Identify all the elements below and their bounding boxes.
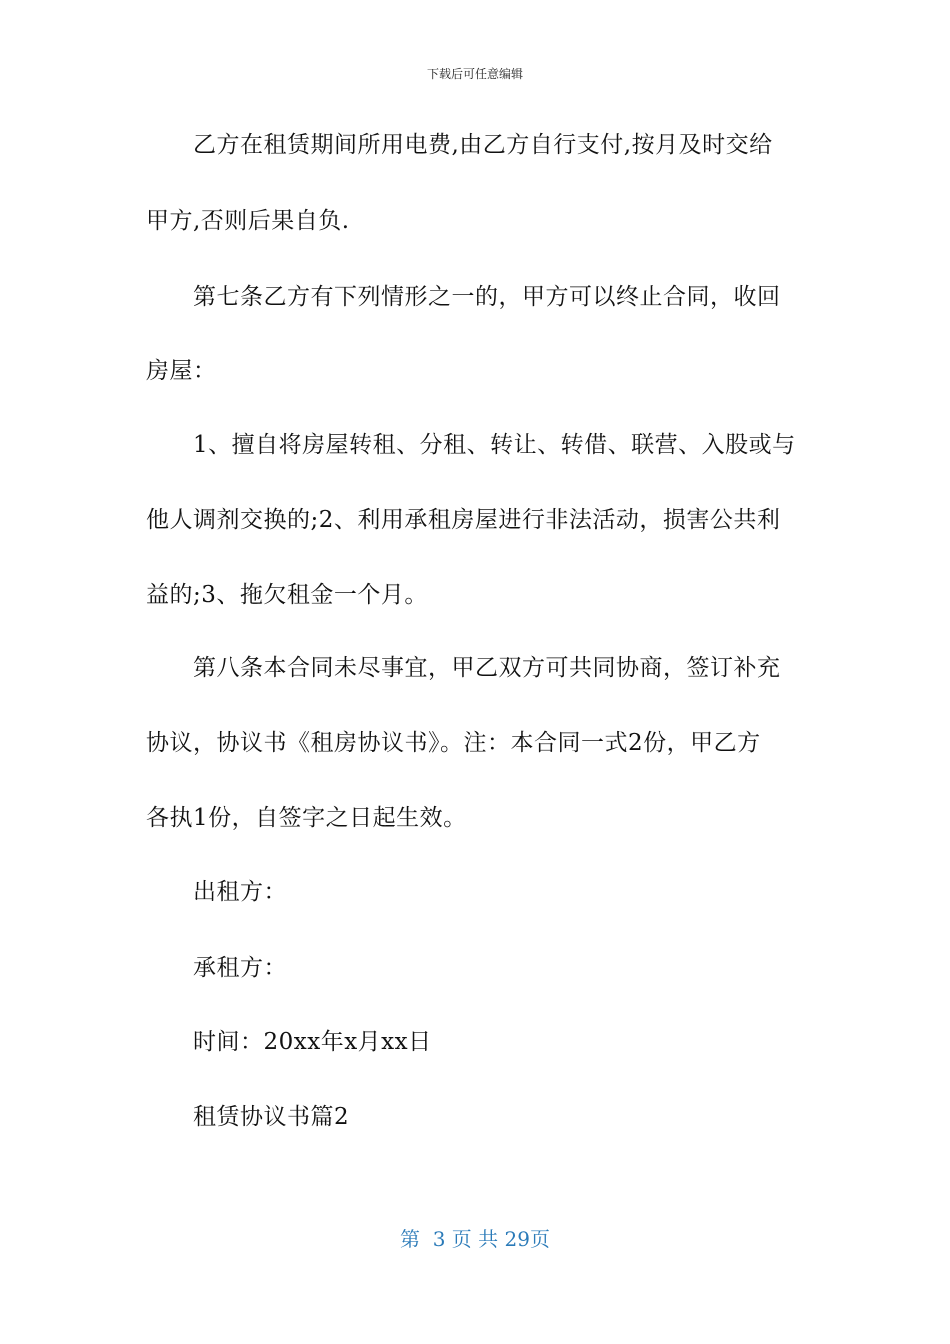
- body-line: 第七条乙方有下列情形之一的，甲方可以终止合同，收回: [193, 284, 781, 310]
- body-line: 甲方,否则后果自负.: [146, 208, 350, 234]
- section-heading: 租赁协议书篇2: [193, 1104, 350, 1130]
- body-line: 第八条本合同未尽事宜，甲乙双方可共同协商，签订补充: [193, 655, 781, 681]
- page-header: 下载后可任意编辑: [426, 67, 523, 81]
- body-line: 益的;3、拖欠租金一个月。: [146, 582, 428, 608]
- body-line: 他人调剂交换的;2、利用承租房屋进行非法活动，损害公共利: [146, 507, 781, 533]
- body-line: 各执1份，自签字之日起生效。: [146, 805, 467, 831]
- signature-lessee: 承租方：: [193, 955, 287, 981]
- signature-date: 时间：20xx年x月xx日: [193, 1029, 432, 1055]
- body-line: 1、擅自将房屋转租、分租、转让、转借、联营、入股或与: [193, 432, 796, 458]
- body-line: 乙方在租赁期间所用电费,由乙方自行支付,按月及时交给: [193, 132, 773, 158]
- body-line: 房屋：: [146, 358, 217, 384]
- page-number: 第 3 页 共 29页: [400, 1227, 550, 1251]
- signature-lessor: 出租方：: [193, 879, 287, 905]
- body-line: 协议，协议书《租房协议书》。注：本合同一式2份，甲乙方: [146, 730, 761, 756]
